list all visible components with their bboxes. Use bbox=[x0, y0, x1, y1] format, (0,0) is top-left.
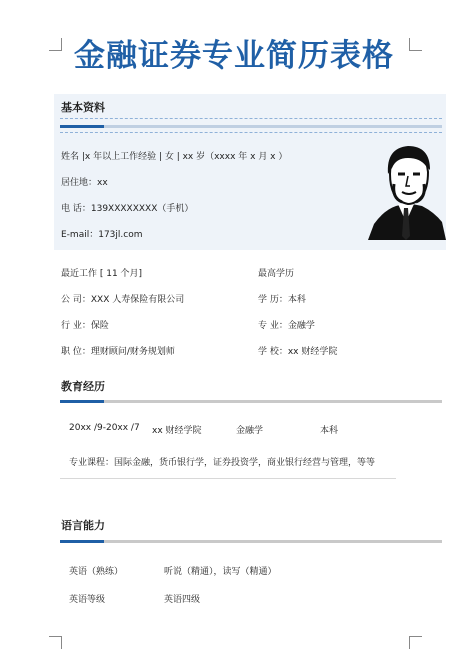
corner-mark-bottom-left bbox=[49, 636, 62, 649]
language-heading: 语言能力 bbox=[61, 519, 105, 532]
residence-text: 居住地：xx bbox=[61, 178, 108, 188]
section-accent-bar bbox=[60, 400, 104, 403]
english-level-value: 英语四级 bbox=[164, 595, 201, 605]
dashed-divider bbox=[60, 132, 442, 133]
education-degree: 本科 bbox=[320, 426, 339, 436]
education-period: 20xx /9-20xx /7 bbox=[69, 423, 140, 433]
school-text: 学 校：xx 财经学院 bbox=[258, 347, 338, 357]
industry-text: 行 业：保险 bbox=[61, 321, 109, 331]
email-text: E-mail：173jl.com bbox=[61, 230, 143, 240]
page-title: 金融证券专业简历表格 bbox=[74, 38, 394, 74]
education-major: 金融学 bbox=[236, 426, 264, 436]
basic-info-heading: 基本资料 bbox=[61, 101, 105, 114]
english-level-label: 英语等级 bbox=[69, 595, 106, 605]
highest-degree-label: 最高学历 bbox=[258, 269, 295, 279]
major-text: 专 业：金融学 bbox=[258, 321, 315, 331]
english-proficiency: 英语（熟练） bbox=[69, 567, 124, 577]
phone-text: 电 话：139XXXXXXXX（手机） bbox=[61, 204, 194, 214]
section-grey-bar bbox=[104, 400, 442, 403]
section-grey-bar bbox=[104, 125, 442, 128]
education-heading: 教育经历 bbox=[61, 380, 105, 393]
section-accent-bar bbox=[60, 540, 104, 543]
recent-work-label: 最近工作 [ 11 个月] bbox=[61, 269, 143, 279]
courses-divider bbox=[60, 478, 396, 479]
section-grey-bar bbox=[104, 540, 442, 543]
profile-photo bbox=[368, 144, 446, 240]
education-school: xx 财经学院 bbox=[152, 426, 202, 436]
position-text: 职 位：理财顾问/财务规划师 bbox=[61, 347, 175, 357]
section-accent-bar bbox=[60, 125, 104, 128]
company-text: 公 司：XXX 人寿保险有限公司 bbox=[61, 295, 185, 305]
english-skills: 听说（精通），读写（精通） bbox=[164, 567, 277, 577]
dashed-divider bbox=[60, 118, 442, 119]
name-line: 姓名 |x 年以上工作经验 | 女 | xx 岁（xxxx 年 x 月 x ） bbox=[61, 152, 288, 162]
corner-mark-bottom-right bbox=[409, 636, 422, 649]
education-level-text: 学 历：本科 bbox=[258, 295, 306, 305]
courses-text: 专业课程：国际金融，货币银行学，证券投资学，商业银行经营与管理，等等 bbox=[69, 458, 376, 468]
